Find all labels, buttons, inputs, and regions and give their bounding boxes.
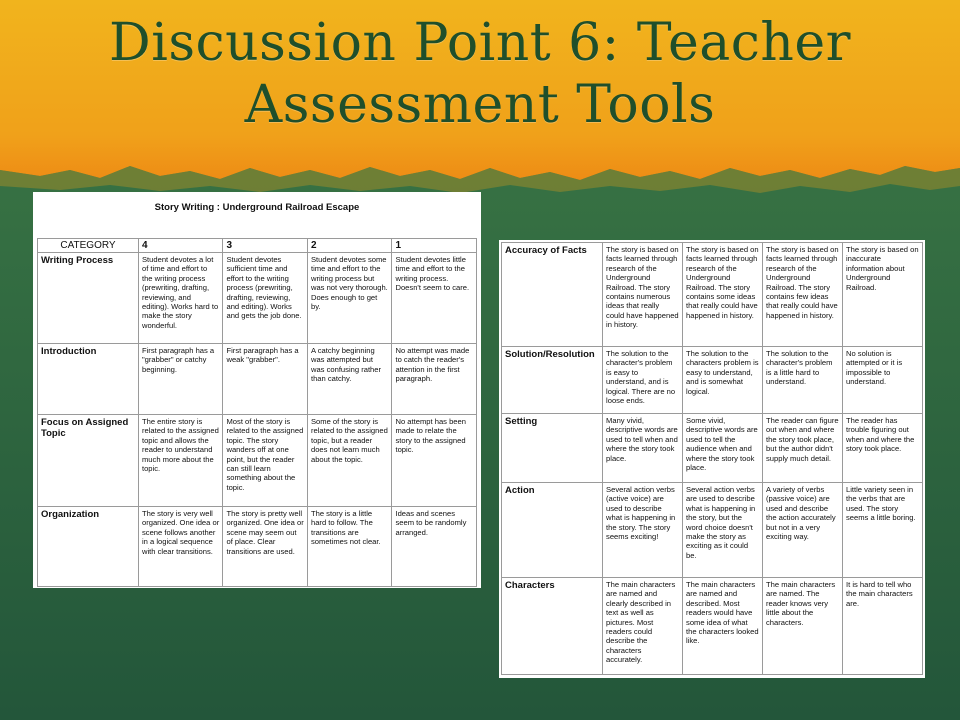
table-cell: The reader has trouble figuring out when and where the story took place. [842, 414, 922, 483]
header-score-1: 1 [392, 239, 477, 253]
table-cell: The entire story is related to the assigned topic and allows the reader to understand much more about the topic. [138, 415, 223, 507]
table-cell: The story is a little hard to follow. The transitions are sometimes not clear. [307, 507, 392, 587]
table-cell: A variety of verbs (passive voice) are used and describe the action accurately but not in a very exciting way. [763, 483, 843, 578]
table-cell: The main characters are named and described. Most readers would have some idea of what the characters looked like. [683, 578, 763, 675]
header-score-2: 2 [307, 239, 392, 253]
table-cell: The solution to the character's problem is a little hard to understand. [763, 347, 843, 414]
table-cell: The story is based on facts learned through research of the Underground Railroad. The story contains some ideas that really could have happened in history. [683, 243, 763, 347]
table-cell: Little variety seen in the verbs that are used. The story seems a little boring. [842, 483, 922, 578]
table-cell: Student devotes little time and effort to the writing process. Doesn't seem to care. [392, 253, 477, 344]
row-category: Accuracy of Facts [502, 243, 603, 347]
table-row [38, 253, 477, 344]
table-row [502, 414, 923, 483]
table-cell: The story is based on facts learned through research of the Underground Railroad. The story contains few ideas that really could have happened in history. [763, 243, 843, 347]
table-row [502, 578, 923, 675]
table-cell: First paragraph has a "grabber" or catchy beginning. [138, 344, 223, 415]
table-cell: Some of the story is related to the assigned topic, but a reader does not learn much about the topic. [307, 415, 392, 507]
table-cell: The reader can figure out when and where the story took place, but the author didn't supply much detail. [763, 414, 843, 483]
table-row [502, 243, 923, 347]
rubric-table-left [37, 238, 477, 587]
table-cell: Student devotes some time and effort to the writing process but was not very thorough. Does enough to get by. [307, 253, 392, 344]
table-row [502, 347, 923, 414]
rubric-image-left [33, 192, 481, 588]
table-cell: Many vivid, descriptive words are used to tell when and where the story took place. [603, 414, 683, 483]
row-category: Characters [502, 578, 603, 675]
header-score-4: 4 [138, 239, 223, 253]
table-cell: The solution to the character's problem is easy to understand, and is logical. There are no loose ends. [603, 347, 683, 414]
slide-title [0, 12, 960, 136]
row-category: Action [502, 483, 603, 578]
table-row [502, 483, 923, 578]
table-row [38, 415, 477, 507]
rubric-image-right [499, 240, 925, 678]
rubric-header-row [38, 239, 477, 253]
row-category: Introduction [38, 344, 139, 415]
table-cell: Several action verbs are used to describe what is happening in the story, but the word choice doesn't make the story as exciting as it could be. [683, 483, 763, 578]
table-row [38, 344, 477, 415]
table-cell: First paragraph has a weak "grabber". [223, 344, 308, 415]
table-cell: The story is pretty well organized. One idea or scene may seem out of place. Clear transitions are used. [223, 507, 308, 587]
table-cell: No attempt has been made to relate the story to the assigned topic. [392, 415, 477, 507]
table-cell: The main characters are named. The reader knows very little about the characters. [763, 578, 843, 675]
rubric-table-right [501, 242, 923, 675]
table-cell: A catchy beginning was attempted but was confusing rather than catchy. [307, 344, 392, 415]
table-cell: Ideas and scenes seem to be randomly arranged. [392, 507, 477, 587]
slide-title-line-2: Assessment Tools [244, 75, 716, 135]
row-category: Organization [38, 507, 139, 587]
table-cell: Most of the story is related to the assigned topic. The story wanders off at one point, but the reader can still learn something about the topic. [223, 415, 308, 507]
table-cell: The story is based on facts learned through research of the Underground Railroad. The story contains numerous ideas that really could have happened in history. [603, 243, 683, 347]
table-cell: It is hard to tell who the main characters are. [842, 578, 922, 675]
table-cell: The story is very well organized. One idea or scene follows another in a logical sequence with clear transitions. [138, 507, 223, 587]
table-cell: The main characters are named and clearly described in text as well as pictures. Most readers could describe the characters accurately. [603, 578, 683, 675]
rubric-title: Story Writing : Underground Railroad Escape [154, 202, 360, 213]
table-row [38, 507, 477, 587]
table-cell: No solution is attempted or it is impossible to understand. [842, 347, 922, 414]
table-cell: No attempt was made to catch the reader's attention in the first paragraph. [392, 344, 477, 415]
row-category: Setting [502, 414, 603, 483]
table-cell: The solution to the characters problem is easy to understand, and is somewhat logical. [683, 347, 763, 414]
row-category: Writing Process [38, 253, 139, 344]
table-cell: Student devotes sufficient time and effort to the writing process (prewriting, drafting, reviewing, and editing). Works and gets the job done. [223, 253, 308, 344]
table-cell: Several action verbs (active voice) are used to describe what is happening in the story. The story seems exciting! [603, 483, 683, 578]
row-category: Focus on Assigned Topic [38, 415, 139, 507]
header-category: CATEGORY [38, 239, 139, 253]
table-cell: The story is based on inaccurate information about Underground Railroad. [842, 243, 922, 347]
table-cell: Some vivid, descriptive words are used to tell the audience when and where the story took place. [683, 414, 763, 483]
table-cell: Student devotes a lot of time and effort to the writing process (prewriting, drafting, reviewing, and editing). Works hard to make the story wonderful. [138, 253, 223, 344]
row-category: Solution/Resolution [502, 347, 603, 414]
header-score-3: 3 [223, 239, 308, 253]
slide-title-line-1: Discussion Point 6: Teacher [109, 13, 851, 73]
